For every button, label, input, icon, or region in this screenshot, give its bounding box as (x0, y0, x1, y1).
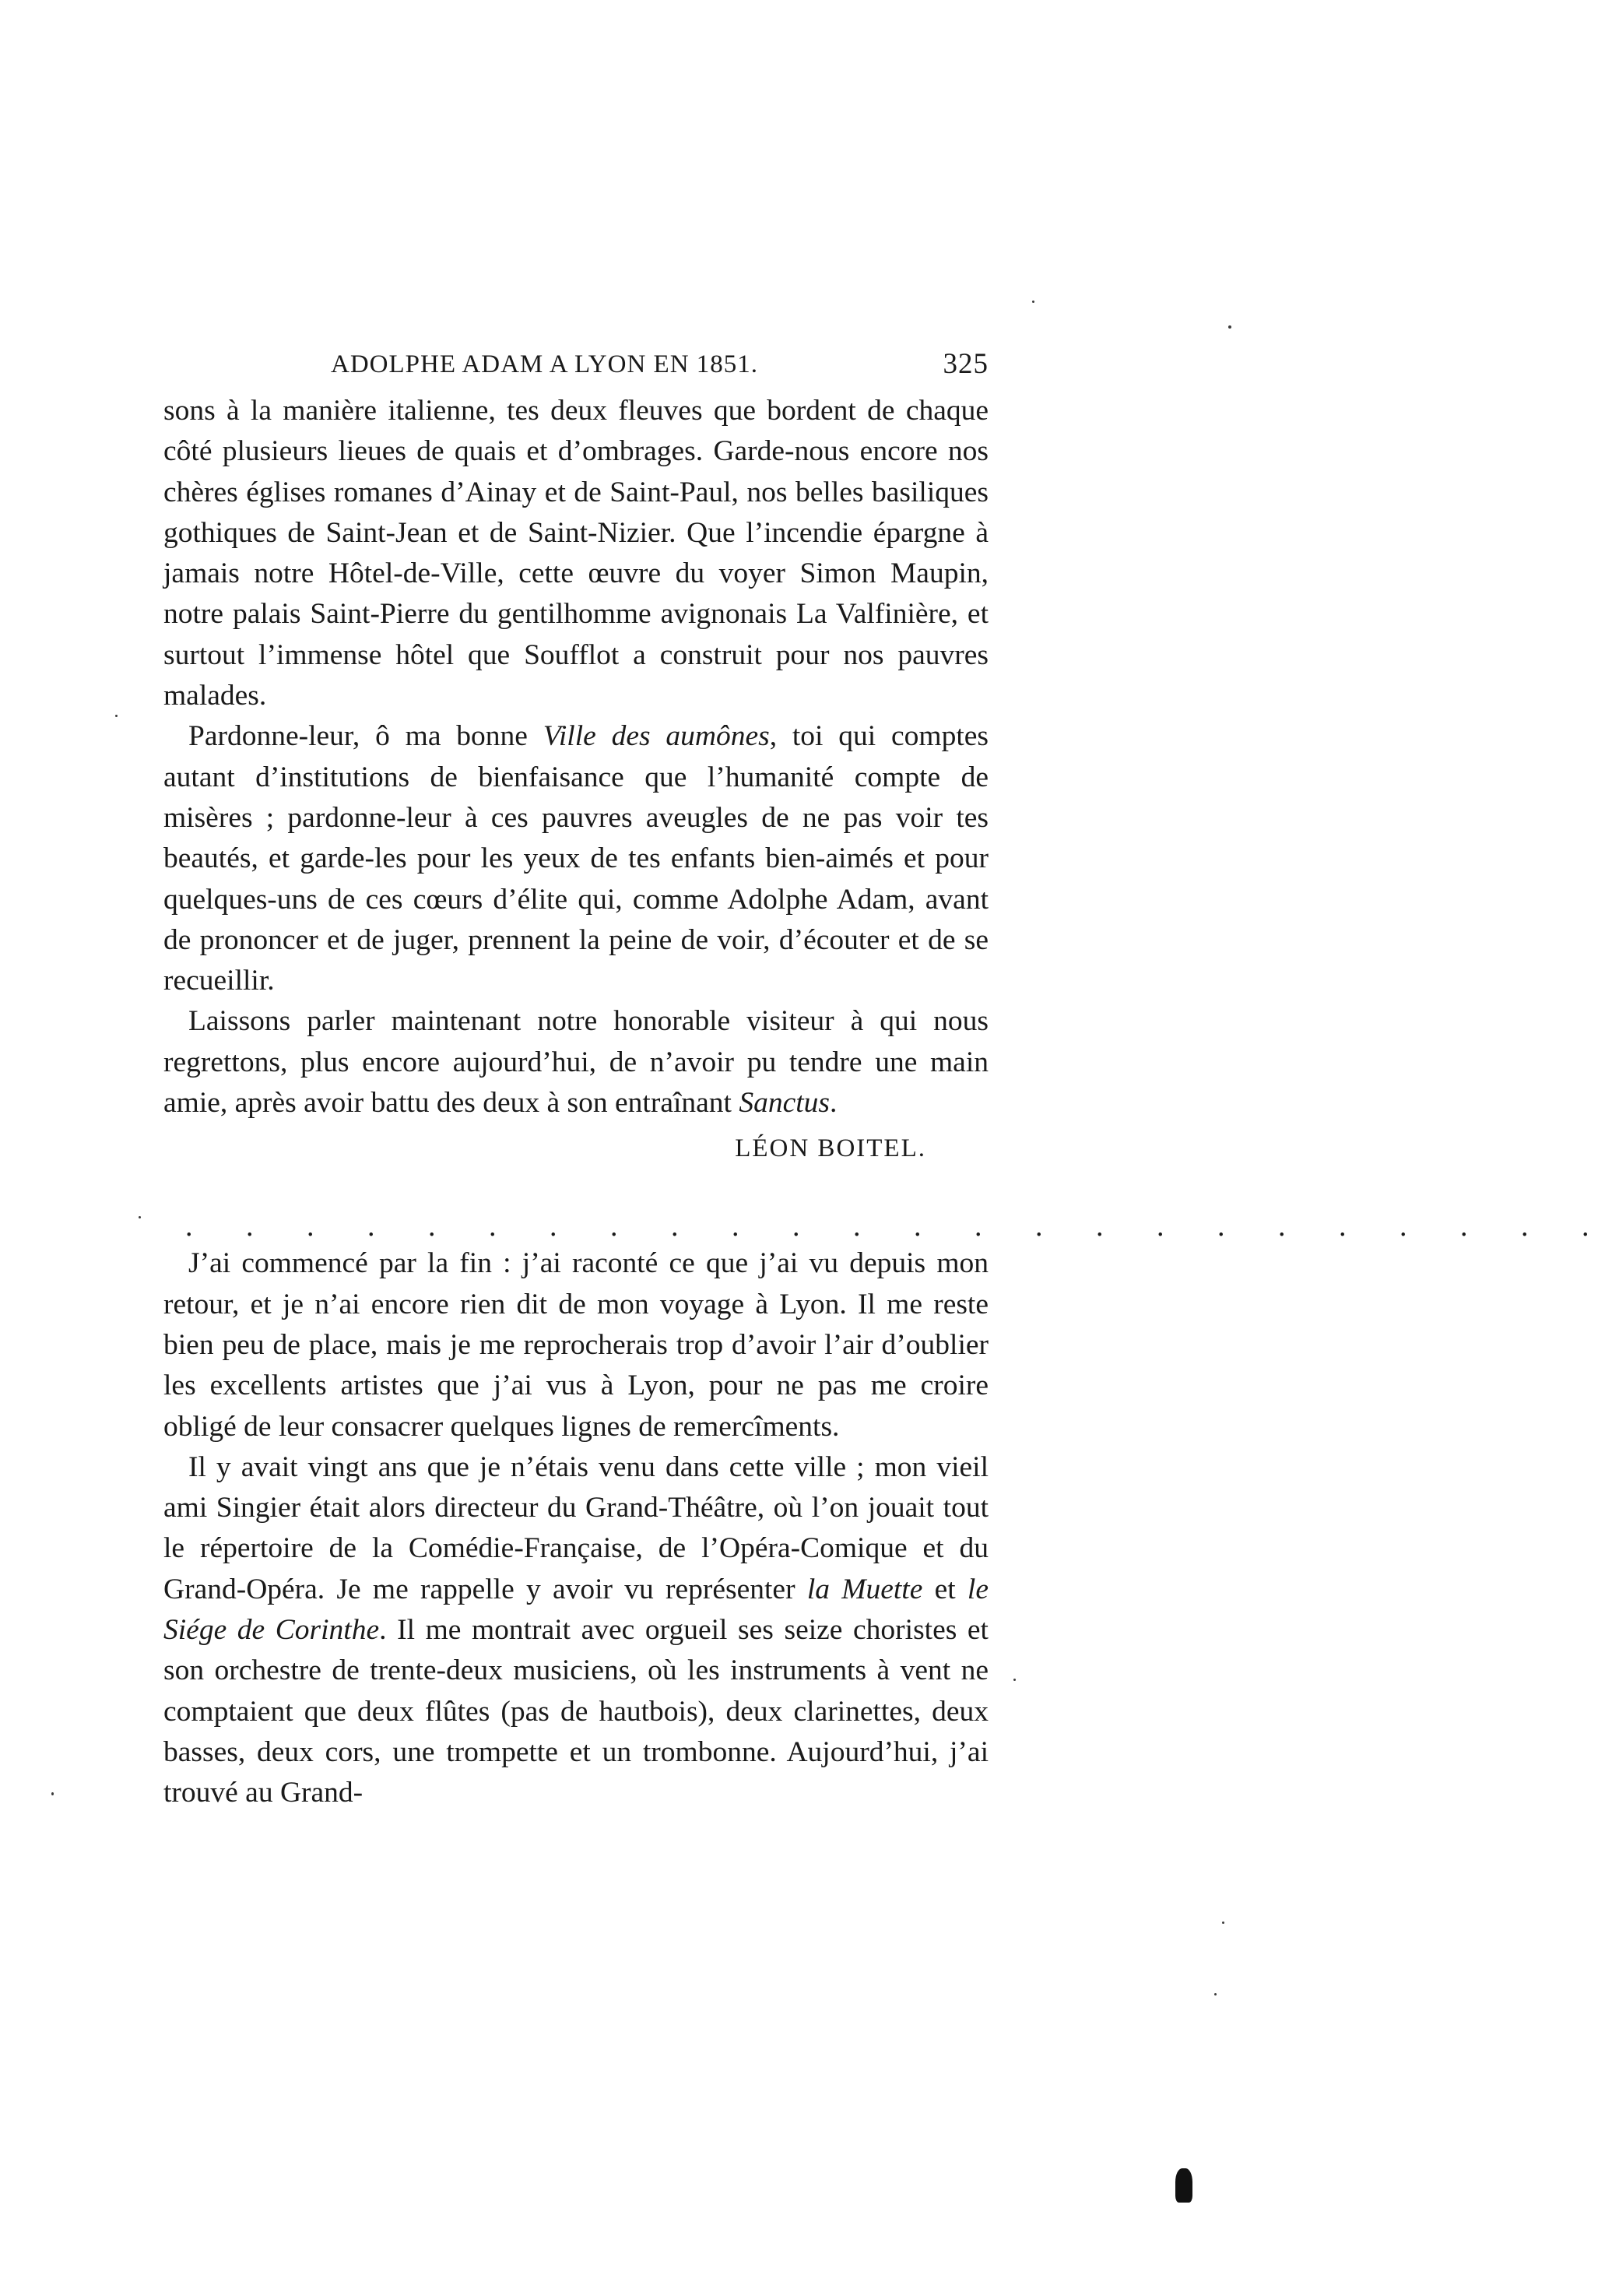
book-page (163, 343, 1612, 1814)
paragraph-1: sons à la manière italienne, tes deux fleuves que bordent de chaque côté plusieurs lieues de quais et d’ombrages. Garde-nous encore nos chères églises romanes d’Ainay et de Saint-Paul, nos belles basiliques gothiques de Saint-Jean et de Saint-Nizier. Que l’incendie épargne à jamais notre Hôtel-de-Ville, cette œuvre du voyer Simon Maupin, notre palais Saint-Pierre du gentilhomme avignonais La Valfinière, et surtout l’immense hôtel que Soufflot a construit pour nos pauvres malades. (163, 395, 989, 712)
italic-ville-des-aumones: Ville des aumônes (543, 720, 770, 753)
paragraph-3-text-a: Laissons parler maintenant notre honorable visiteur à qui nous regrettons, plus encore aujourd’hui, de n’avoir pu tendre une main amie, après avoir battu des deux à son entraînant (163, 1005, 989, 1120)
paragraph-5-text-b: et (922, 1573, 968, 1605)
paragraph-2-text-b: , toi qui comptes autant d’institutions de bienfaisance que l’humanité compte de misères ; pardonne-leur à ces pauvres aveugles de ne pas voir tes beautés, et garde-les pour les yeux de tes enfants bien-aimés et pour quelques-uns de ces cœurs d’élite qui, comme Adolphe Adam, avant de prononcer et de juger, prennent la peine de voir, d’écouter et de se recueillir. (163, 720, 989, 997)
scan-speck (1222, 1922, 1224, 1924)
signature: LÉON BOITEL. (735, 1134, 926, 1163)
section-break-dots: . . . . . . . . . . . . . . . . . . . . . . . . (185, 1210, 1612, 1243)
paragraph-2 (163, 716, 989, 1001)
scan-speck (1214, 1993, 1217, 1995)
italic-sanctus: Sanctus (739, 1087, 830, 1120)
scan-speck (1032, 301, 1034, 303)
scan-speck (139, 1216, 141, 1218)
paragraph-3-text-b: . (830, 1087, 838, 1120)
scan-speck (1228, 325, 1231, 329)
paragraph-5-text-c: . Il me montrait avec orgueil ses seize choristes et son orchestre de trente-deux musiciens, où les instruments à vent ne comptaient que deux flûtes (pas de hautbois), deux clarinettes, deux basses, deux cors, une trompette et un trombonne. Aujourd’hui, j’ai trouvé au Grand- (163, 1614, 989, 1809)
paragraph-4: J’ai commencé par la fin : j’ai raconté ce que j’ai vu depuis mon retour, et je n’ai encore rien dit de mon voyage à Lyon. Il me reste bien peu de place, mais je me reprocherais trop d’avoir l’air d’oublier les excellents artistes que j’ai vus à Lyon, pour ne pas me croire obligé de leur consacrer quelques lignes de remercîments. (163, 1247, 989, 1443)
paragraph-5-text-a: Il y avait vingt ans que je n’étais venu dans cette ville ; mon vieil ami Singier était alors directeur du Grand-Théâtre, où l’on jouait tout le répertoire de la Comédie-Française, de l’Opéra-Comique et du Grand-Opéra. Je me rappelle y avoir vu représenter (163, 1450, 989, 1605)
italic-siege-de-corinthe: le Siége de Corinthe (163, 1573, 989, 1647)
paragraph-2-text-a: Pardonne-leur, ô ma bonne (188, 720, 543, 753)
scan-speck (1013, 1679, 1016, 1681)
running-head (163, 343, 989, 391)
paragraph-3 (163, 1001, 989, 1123)
running-title: ADOLPHE ADAM A LYON EN 1851. (331, 350, 759, 378)
italic-la-muette: la Muette (806, 1573, 923, 1605)
scan-speck (51, 1792, 54, 1795)
ink-blot (1175, 2168, 1192, 2203)
page-number: 325 (943, 348, 989, 380)
scan-speck (115, 715, 118, 717)
paragraph-5 (163, 1447, 989, 1814)
